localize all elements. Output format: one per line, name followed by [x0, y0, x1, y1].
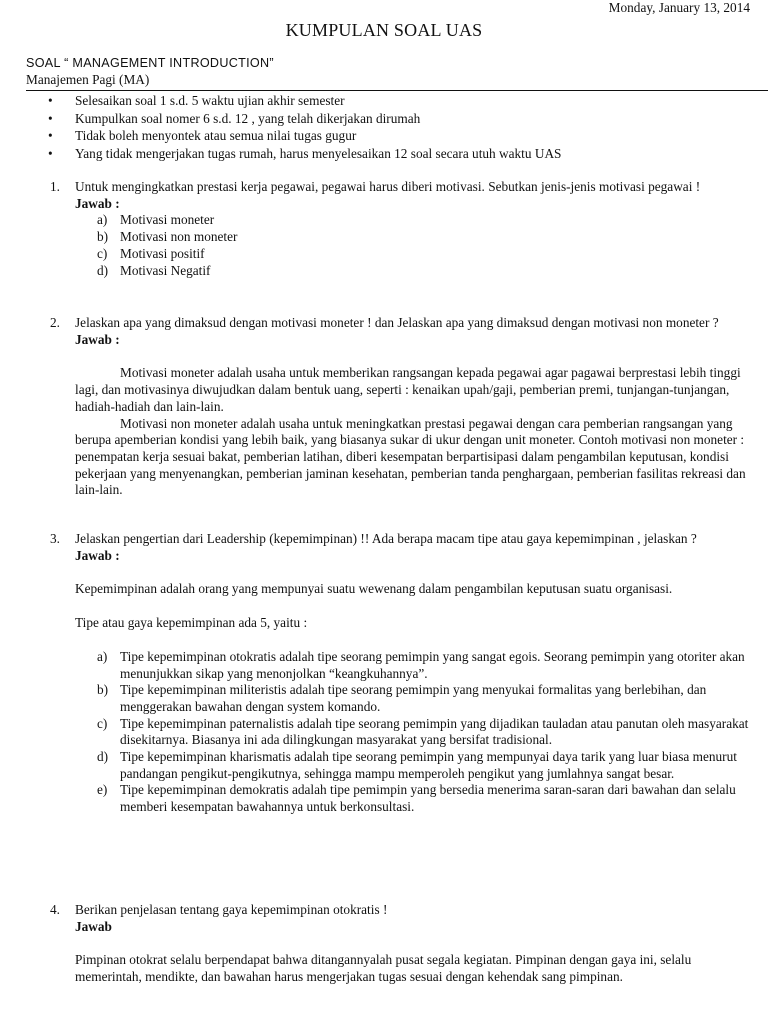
- instruction-list: [0, 92, 768, 162]
- bullet-icon: •: [48, 110, 53, 126]
- answer-paragraph: Kepemimpinan adalah orang yang mempunyai suatu wewenang dalam pengambilan keputusan suatu organisasi.: [75, 581, 673, 597]
- document-date: Monday, January 13, 2014: [608, 0, 750, 15]
- answer-label: Jawab :: [75, 547, 120, 563]
- answer-option: a) Tipe kepemimpinan otokratis adalah tipe seorang pemimpin yang sangat egois. Seorang pemimpin yang otoriter akan menunjukkan sikap yang menonjolkan “keangkuhannya”.: [97, 648, 745, 681]
- answer-options: [0, 649, 768, 816]
- question-number: 1.: [50, 179, 60, 194]
- header-rule: [26, 90, 768, 91]
- answer-paragraph: Motivasi moneter adalah usaha untuk memberikan rangsangan kepada pegawai agar pagawai berprestasi lebih tinggi lagi, dan motivasinya diwujudkan dalam bentuk uang, seperti : kenaikan upah/gaji, pemberian premi, tunjangan-tunjangan, hadiah-hadiah dan lain-lain.: [75, 365, 741, 414]
- question-text: Berikan penjelasan tentang gaya kepemimpinan otokratis !: [75, 902, 388, 917]
- answer-option: b) Motivasi non moneter: [97, 229, 238, 245]
- question-4: [0, 902, 768, 986]
- answer-paragraph: Tipe atau gaya kepemimpinan ada 5, yaitu :: [75, 615, 308, 631]
- answer-option: a) Motivasi moneter: [97, 212, 215, 228]
- question-text: Jelaskan apa yang dimaksud dengan motivasi moneter ! dan Jelaskan apa yang dimaksud dengan motivasi non moneter ?: [75, 315, 719, 330]
- document-title: KUMPULAN SOAL UAS: [285, 20, 483, 40]
- answer-label: Jawab: [75, 918, 112, 934]
- instruction-item: • Kumpulkan soal nomer 6 s.d. 12 , yang telah dikerjakan dirumah: [48, 110, 421, 126]
- instruction-item: • Tidak boleh menyontek atau semua nilai tugas gugur: [48, 128, 357, 143]
- answer-label: Jawab :: [75, 331, 120, 347]
- answer-option: e) Tipe kepemimpinan demokratis adalah tipe pemimpin yang bersedia menerima saran-saran dari bawahan dan selalu memberi kesempatan bawahannya untuk berkonsultasi.: [97, 782, 736, 815]
- answer-paragraph: Pimpinan otokrat selalu berpendapat bahwa ditangannyalah pusat segala kegiatan. Pimpinan dengan gaya ini, selalu memerintah, mendikte, dan bawahan harus mengerjakan tugas sesuai dengan kehendak sang pimpinan.: [75, 952, 692, 985]
- answer-option: c) Motivasi positif: [97, 245, 205, 261]
- instruction-item: • Selesaikan soal 1 s.d. 5 waktu ujian akhir semester: [48, 93, 345, 108]
- answer-options: [0, 212, 768, 279]
- question-text: Untuk mengingkatkan prestasi kerja pegawai, pegawai harus diberi motivasi. Sebutkan jenis-jenis motivasi pegawai !: [75, 179, 701, 194]
- question-number: 4.: [50, 902, 60, 917]
- question-number: 3.: [50, 531, 60, 546]
- bullet-icon: •: [48, 145, 53, 161]
- bullet-icon: •: [48, 93, 53, 108]
- question-text: Jelaskan pengertian dari Leadership (kepemimpinan) !! Ada berapa macam tipe atau gaya kepemimpinan , jelaskan ?: [75, 531, 697, 546]
- instruction-item: • Yang tidak mengerjakan tugas rumah, harus menyelesaikan 12 soal secara utuh waktu UAS: [48, 145, 562, 161]
- class-line: Manajemen Pagi (MA): [26, 72, 150, 87]
- answer-option: c) Tipe kepemimpinan paternalistis adalah tipe seorang pemimpin yang dijadikan tauladan atau panutan oleh masyarakat disekitarnya. Biasanya ini ada dilingkungan masyarakat yang bersifat tradisional.: [97, 715, 749, 748]
- answer-option: b) Tipe kepemimpinan militeristis adalah tipe seorang pemimpin yang menyukai formalitas yang berlebihan, dan menggerakan bawahan dengan system komando.: [97, 682, 707, 714]
- answer-paragraph: Motivasi non moneter adalah usaha untuk meningkatkan prestasi pegawai dengan cara pemberian rangsangan yang berupa apemberian kondisi yang lebih baik, yang biasanya sukar di ukur dengan unit moneter. Contoh motivasi non moneter : penempatan kerja sesuai bakat, pemberian latihan, diberi kesempatan berpartisipasi dalam pengambilan keputusan, kondisi pekerjaan yang menyenangkan, pemberian jaminan kesehatan, pemberian tanda penghargaan, pemberian fasilitas rekreasi dan lain-lain.: [75, 415, 746, 498]
- question-3: [0, 531, 768, 816]
- question-2: [0, 315, 768, 499]
- subject-line: SOAL “ MANAGEMENT INTRODUCTION”: [26, 56, 274, 70]
- question-1: [0, 179, 768, 279]
- bullet-icon: •: [48, 128, 53, 143]
- answer-option: d) Tipe kepemimpinan kharismatis adalah tipe seorang pemimpin yang mempunyai daya tarik yang luar biasa menurut pandangan pengikut-pengikutnya, sehingga mampu memperoleh pengikut yang jumlahnya sangat besar.: [97, 749, 737, 781]
- answer-option: d) Motivasi Negatif: [97, 262, 211, 278]
- answer-label: Jawab :: [75, 195, 120, 211]
- question-number: 2.: [50, 315, 60, 330]
